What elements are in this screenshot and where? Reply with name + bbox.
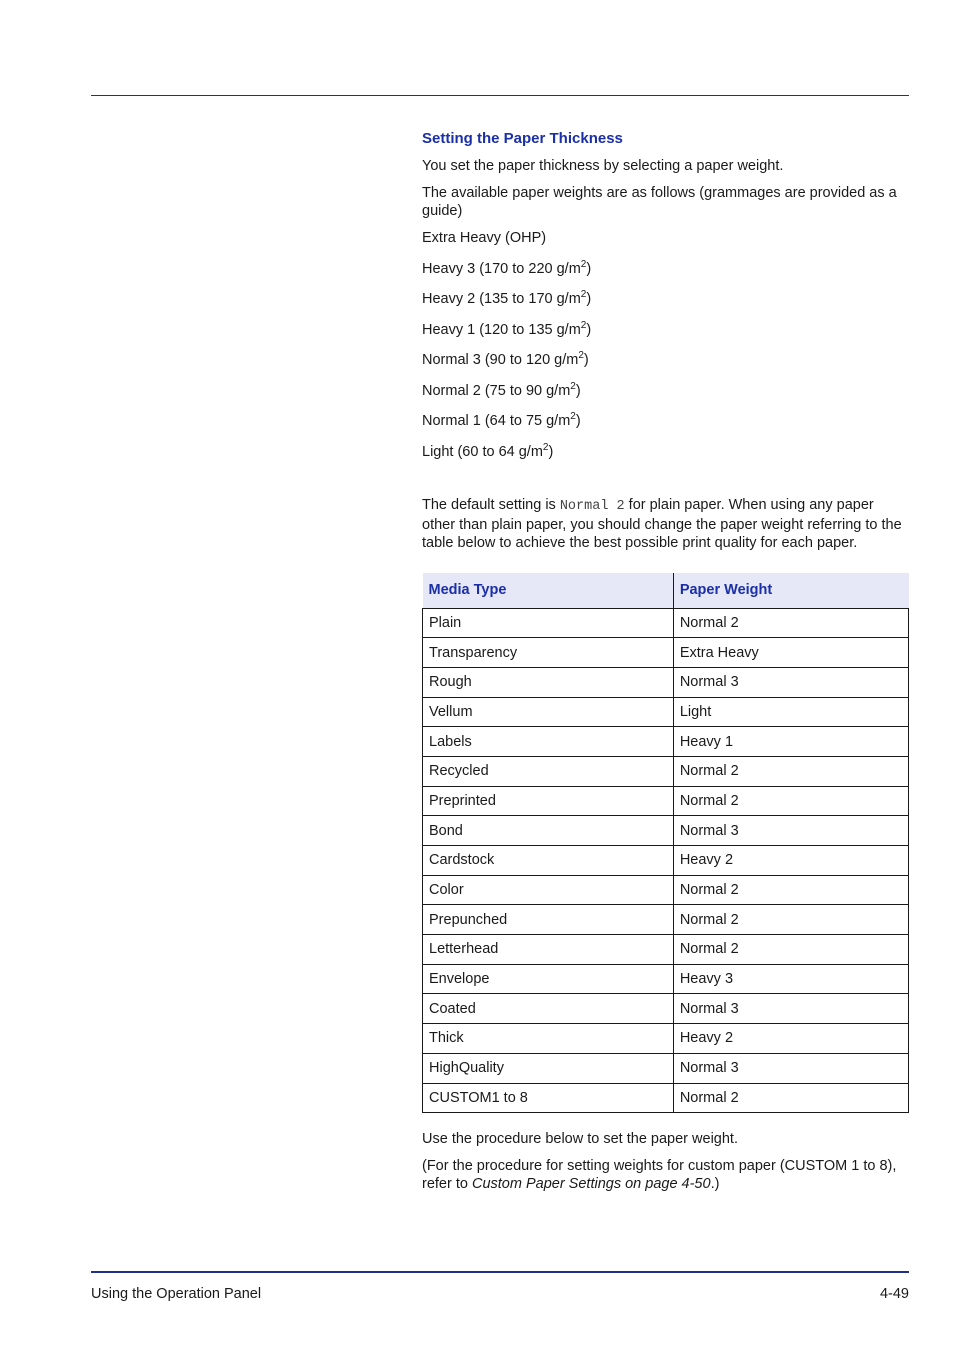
paper-weight-cell: Heavy 3	[673, 964, 908, 994]
paper-weight-cell: Heavy 1	[673, 727, 908, 757]
paper-weight-cell: Normal 3	[673, 667, 908, 697]
paper-weight-cell: Normal 2	[673, 905, 908, 935]
footer-chapter-title: Using the Operation Panel	[91, 1286, 262, 1302]
media-type-cell: Bond	[423, 816, 674, 846]
media-type-cell: CUSTOM1 to 8	[423, 1083, 674, 1113]
table-row	[423, 756, 909, 786]
table-row	[423, 638, 909, 668]
paper-weight-cell: Heavy 2	[673, 1024, 908, 1054]
table-row	[423, 1024, 909, 1054]
table-row	[423, 964, 909, 994]
table-row	[423, 1083, 909, 1113]
media-type-cell: Thick	[423, 1024, 674, 1054]
list-item: Light (60 to 64 $g/m^2$)	[422, 441, 554, 460]
media-type-cell: Recycled	[423, 756, 674, 786]
paper-weight-cell: Normal 3	[673, 1053, 908, 1083]
list-item: Heavy 3 (170 to 220 $g/m^2$)	[422, 258, 592, 277]
available-paragraph: The available paper weights are as follows (grammages are provided as a guide)	[422, 185, 897, 219]
media-type-cell: Color	[423, 875, 674, 905]
paper-weight-cell: Normal 2	[673, 756, 908, 786]
table-row	[423, 935, 909, 965]
media-type-cell: Letterhead	[423, 935, 674, 965]
table-row	[423, 994, 909, 1024]
table-row	[423, 697, 909, 727]
media-type-cell: Preprinted	[423, 786, 674, 816]
section-heading: Setting the Paper Thickness	[422, 130, 623, 147]
main-content	[422, 130, 909, 1202]
list-item: Extra Heavy (OHP)	[422, 230, 547, 246]
table-row	[423, 816, 909, 846]
paper-weight-cell: Normal 3	[673, 994, 908, 1024]
paper-weight-cell: Extra Heavy	[673, 638, 908, 668]
media-type-cell: Coated	[423, 994, 674, 1024]
media-type-cell: Cardstock	[423, 846, 674, 876]
default-setting-paragraph: The default setting is Normal 2 for plain paper. When using any paper other than plain paper, you should change the paper weight referring to the table below to achieve the best possible print quality for each paper.	[422, 496, 902, 551]
media-type-cell: Labels	[423, 727, 674, 757]
media-type-cell: HighQuality	[423, 1053, 674, 1083]
paper-weight-cell: Heavy 2	[673, 846, 908, 876]
media-type-cell: Transparency	[423, 638, 674, 668]
media-type-cell: Envelope	[423, 964, 674, 994]
table-row	[423, 846, 909, 876]
table-row	[423, 1053, 909, 1083]
list-item: Heavy 1 (120 to 135 $g/m^2$)	[422, 319, 592, 338]
table-row	[423, 786, 909, 816]
media-type-cell: Rough	[423, 667, 674, 697]
table-row	[423, 727, 909, 757]
list-item: Normal 3 (90 to 120 $g/m^2$)	[422, 350, 589, 368]
paper-weight-cell: Normal 2	[673, 935, 908, 965]
paper-weight-cell: Normal 2	[673, 875, 908, 905]
media-type-cell: Plain	[423, 608, 674, 638]
cross-reference-link: Custom Paper Settings on page 4-50	[471, 1176, 711, 1193]
list-item: Normal 1 (64 to 75 $g/m^2$)	[422, 411, 581, 429]
table-header-row	[423, 573, 909, 609]
table-row	[423, 905, 909, 935]
media-type-cell: Prepunched	[423, 905, 674, 935]
page-number: 4-49	[879, 1286, 909, 1302]
paper-weight-cell: Normal 2	[673, 786, 908, 816]
paper-weight-cell: Normal 2	[673, 608, 908, 638]
list-item: Heavy 2 (135 to 170 $g/m^2$)	[422, 289, 592, 307]
column-header-media-type: Media Type	[423, 573, 674, 609]
table-row	[423, 667, 909, 697]
header-rule	[91, 95, 909, 96]
table-row	[423, 608, 909, 638]
intro-paragraph: You set the paper thickness by selecting a paper weight.	[422, 158, 784, 174]
media-weight-table	[422, 573, 909, 1114]
paper-weight-cell: Normal 3	[673, 816, 908, 846]
paper-weight-list	[422, 229, 909, 461]
table-row	[423, 875, 909, 905]
procedure-paragraph: Use the procedure below to set the paper weight.	[422, 1131, 738, 1148]
column-header-paper-weight: Paper Weight	[673, 573, 908, 609]
media-type-cell: Vellum	[423, 697, 674, 727]
list-item: Normal 2 (75 to 90 $g/m^2$)	[422, 380, 581, 399]
paper-weight-cell: Normal 2	[673, 1083, 908, 1113]
footer-rule	[91, 1271, 909, 1273]
paper-weight-cell: Light	[673, 697, 908, 727]
default-value: Normal 2	[559, 498, 625, 514]
custom-paper-paragraph: (For the procedure for setting weights for custom paper (CUSTOM 1 to 8), refer to Custom Paper Settings on page 4-50.)	[422, 1158, 897, 1193]
